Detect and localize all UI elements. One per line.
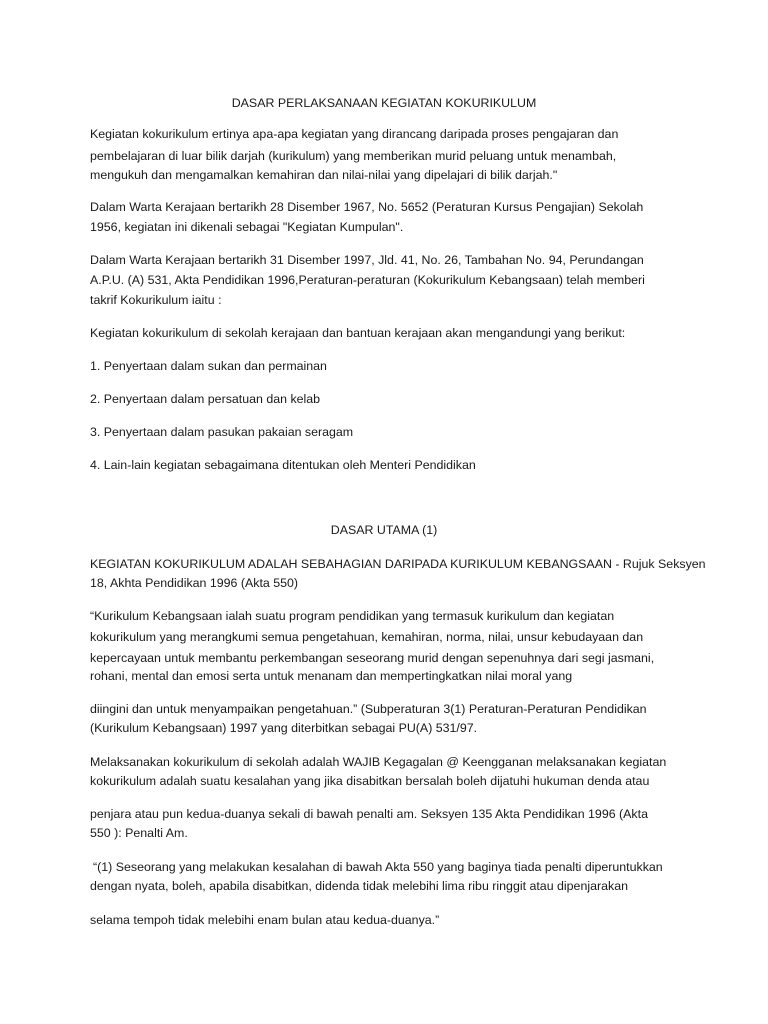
paragraph-8-line-1: Melaksanakan kokurikulum di sekolah adalah WAJIB Kegagalan @ Keengganan melaksanakan kegiatan <box>90 755 667 769</box>
section-subtitle: DASAR UTAMA (1) <box>330 523 438 537</box>
list-item: 4. Lain-lain kegiatan sebagaimana ditentukan oleh Menteri Pendidikan <box>90 458 476 472</box>
paragraph-10-line-1: “(1) Seseorang yang melakukan kesalahan di bawah Akta 550 yang baginya tiada penalti diperuntukkan <box>93 860 663 874</box>
paragraph-8-line-2: kokurikulum adalah suatu kesalahan yang jika disabitkan bersalah boleh dijatuhi hukuman denda atau <box>90 774 650 788</box>
paragraph-3-line-1: Dalam Warta Kerajaan bertarikh 31 Disember 1997, Jld. 41, No. 26, Tambahan No. 94, Perundangan <box>90 253 644 267</box>
paragraph-3-line-2: A.P.U. (A) 531, Akta Pendidikan 1996,Peraturan-peraturan (Kokurikulum Kebangsaan) telah memberi <box>90 273 645 287</box>
list-item: 3. Penyertaan dalam pasukan pakaian seragam <box>90 425 354 439</box>
paragraph-1-line-1: Kegiatan kokurikulum ertinya apa-apa kegiatan yang dirancang daripada proses pengajaran dan <box>90 127 619 141</box>
paragraph-1-line-3: mengukuh dan mengamalkan kemahiran dan nilai-nilai yang dipelajari di bilik darjah." <box>90 168 558 182</box>
paragraph-6-line-3: kepercayaan untuk membantu perkembangan seseorang murid dengan sepenuhnya dari segi jasmani, <box>90 651 655 665</box>
list-item: 1. Penyertaan dalam sukan dan permainan <box>90 359 327 373</box>
paragraph-7-line-1: diingini dan untuk menyampaikan pengetahuan.” (Subperaturan 3(1) Peraturan-Peraturan Pendidikan <box>90 702 647 716</box>
paragraph-2-line-1: Dalam Warta Kerajaan bertarikh 28 Disember 1967, No. 5652 (Peraturan Kursus Pengajian) Sekolah <box>90 200 644 214</box>
document-title: DASAR PERLAKSANAAN KEGIATAN KOKURIKULUM <box>231 96 537 110</box>
paragraph-5-line-1: KEGIATAN KOKURIKULUM ADALAH SEBAHAGIAN DARIPADA KURIKULUM KEBANGSAAN - Rujuk Seksyen <box>90 557 706 571</box>
paragraph-10-line-2: dengan nyata, boleh, apabila disabitkan, didenda tidak melebihi lima ribu ringgit atau dipenjarakan <box>90 879 628 893</box>
paragraph-9-line-2: 550 ): Penalti Am. <box>90 826 188 840</box>
paragraph-3-line-3: takrif Kokurikulum iaitu : <box>90 293 222 307</box>
paragraph-7-line-2: (Kurikulum Kebangsaan) 1997 yang diterbitkan sebagai PU(A) 531/97. <box>90 721 478 735</box>
paragraph-1-line-2: pembelajaran di luar bilik darjah (kurikulum) yang memberikan murid peluang untuk menambah, <box>90 149 617 163</box>
list-item: 2. Penyertaan dalam persatuan dan kelab <box>90 392 321 406</box>
paragraph-5-line-2: 18, Akhta Pendidikan 1996 (Akta 550) <box>90 576 299 590</box>
paragraph-9-line-1: penjara atau pun kedua-duanya sekali di bawah penalti am. Seksyen 135 Akta Pendidikan 1996 (Akta <box>90 807 648 821</box>
paragraph-2-line-2: 1956, kegiatan ini dikenali sebagai "Kegiatan Kumpulan". <box>90 220 404 234</box>
paragraph-4: Kegiatan kokurikulum di sekolah kerajaan dan bantuan kerajaan akan mengandungi yang berikut: <box>90 326 626 340</box>
paragraph-11: selama tempoh tidak melebihi enam bulan atau kedua-duanya.” <box>90 913 440 927</box>
paragraph-6-line-4: rohani, mental dan emosi serta untuk menanam dan mempertingkatkan nilai moral yang <box>90 669 573 683</box>
paragraph-6-line-2: kokurikulum yang merangkumi semua pengetahuan, kemahiran, norma, nilai, unsur kebudayaan dan <box>90 630 644 644</box>
paragraph-6-line-1: “Kurikulum Kebangsaan ialah suatu program pendidikan yang termasuk kurikulum dan kegiatan <box>90 609 615 623</box>
